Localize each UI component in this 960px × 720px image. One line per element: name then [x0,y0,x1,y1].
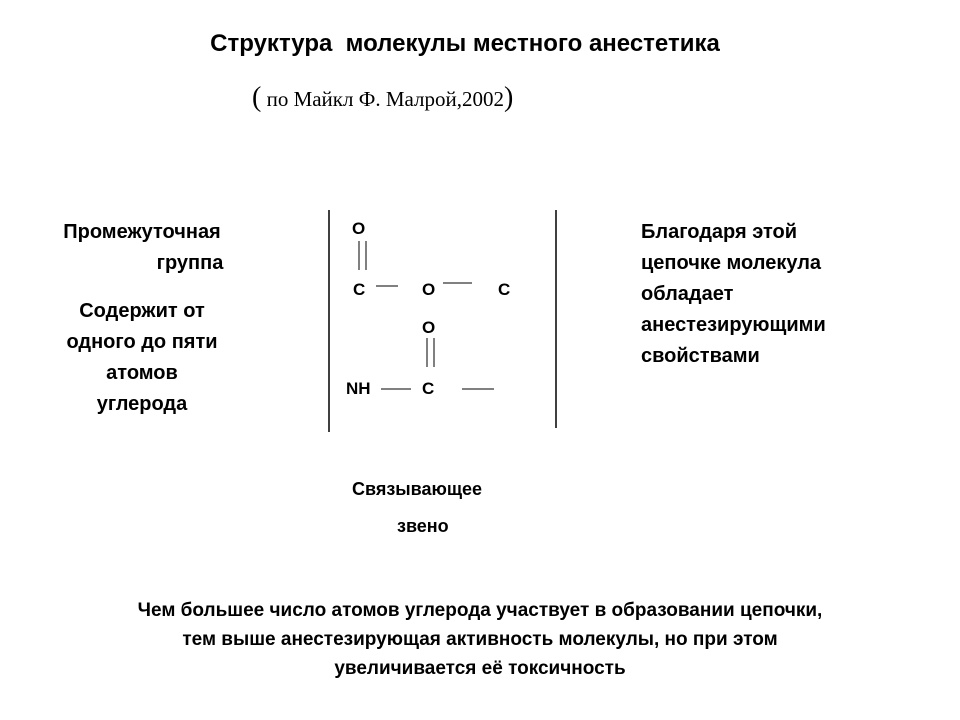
right-text-line-1: Благодаря этой [641,221,798,243]
source-close-paren: ) [503,82,514,113]
source-text: по Майкл Ф. Малрой,2002 [261,87,504,111]
atom-oxygen-lower: O [422,318,436,337]
bottom-note-line-3: увеличивается её токсичность [334,658,626,679]
left-description-line-2: одного до пяти [66,331,218,353]
left-heading-line-1: Промежуточная [63,221,221,243]
atom-carbon-bottom: C [422,379,435,398]
linking-unit-caption-line-2: звено [397,516,449,536]
source-open-paren: ( [252,82,262,113]
right-text-line-5: свойствами [641,345,760,367]
atom-oxygen-top: O [352,219,366,238]
left-description-line-1: Содержит от [79,300,205,322]
atom-carbon-right: C [498,280,511,299]
left-description-line-3: атомов [106,362,178,384]
right-text-line-3: обладает [641,283,734,305]
page-title: Структура молекулы местного анестетика [210,30,720,57]
left-description-line-4: углерода [96,393,188,415]
bottom-note-line-2: тем выше анестезирующая активность молекулы, но при этом [182,629,778,650]
bottom-note-line-1: Чем большее число атомов углерода участвует в образовании цепочки, [137,600,823,621]
right-text-line-4: анестезирующими [641,314,826,336]
right-text-line-2: цепочке молекула [641,252,822,274]
atom-nh: NH [346,379,371,398]
left-heading-line-2: группа [156,252,224,274]
atom-oxygen-middle: O [422,280,436,299]
atom-carbon-left: C [353,280,366,299]
linking-unit-caption-line-1: Связывающее [352,479,483,499]
bottom-note [0,596,960,683]
